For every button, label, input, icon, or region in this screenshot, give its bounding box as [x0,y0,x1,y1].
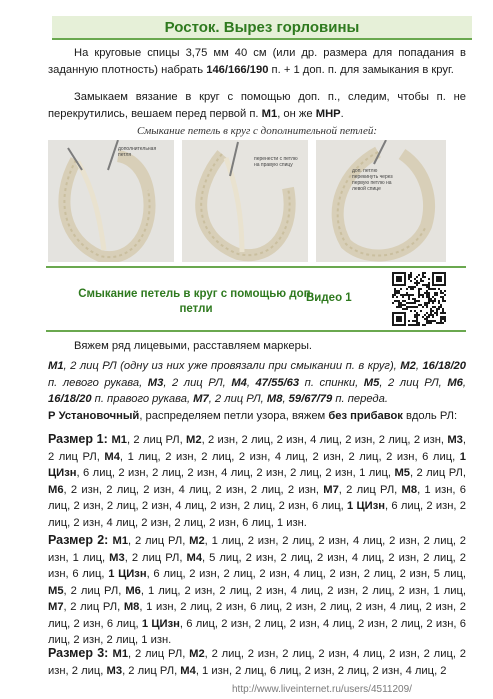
text-segment: , 2 лиц РЛ, [208,393,267,405]
text-segment: , 6 лиц, 2 изн, 2 лиц, 2 изн, 4 лиц, 2 изн, 2 лиц, 2 изн, 6 лиц, 2 изн, 2 лиц, 1 изн. [48,617,466,646]
qr-code-icon[interactable] [392,272,446,326]
size-2-instructions [48,532,466,649]
video-box [46,266,466,332]
photo-2-note: перенести с петлю на правую спицу [254,156,298,168]
text-segment: М5 [363,376,380,389]
setup-row-paragraph [48,408,466,425]
stitch-count: 146/166/190 [206,63,269,76]
text-segment: , 2 лиц РЛ, [409,467,466,479]
text-segment: , 1 лиц, 2 изн, 2 лиц, 2 изн, 4 лиц, 2 изн, 2 лиц, 2 изн, 6 лиц, [119,450,460,463]
photo-step-1 [48,140,174,262]
text-segment: п. переда. [332,393,388,405]
text-segment: , 2 лиц РЛ, [63,601,124,613]
text-segment: 16/18/20 [422,360,467,372]
text-segment: 1 ЦИзн [108,568,147,580]
text-segment: , 2 лиц РЛ, [163,376,232,389]
text-segment: 47/55/63 [255,376,300,389]
title-band [52,16,472,40]
text-segment: М5 [394,467,410,479]
text-segment: М1 [112,535,129,547]
text-segment: , 6 лиц, 2 изн, 2 лиц, 2 изн, 4 лиц, 2 изн, 2 лиц, 2 изн, 1 лиц, [76,467,395,479]
size-3-instructions [48,645,466,679]
text-segment: М1 [111,434,128,446]
text-segment: , распределяем петли узора, вяжем [139,410,329,422]
text-segment: , [415,360,423,372]
text-segment: , 6 лиц, 2 изн, 2 лиц, 2 изн, 4 лиц, 2 изн, 2 лиц, 2 изн, 6 лиц, 1 изн. [48,500,466,529]
text-segment: , 2 лиц РЛ, [63,584,126,597]
text-segment: М7 [48,601,64,613]
text-segment: , 1 изн, 2 лиц, 6 лиц, 2 изн, 2 лиц, 2 изн, 4 лиц, 2 [195,664,447,677]
text-segment: , 2 лиц РЛ, [128,535,190,547]
photo-step-2 [182,140,308,262]
size-1-instructions [48,431,466,531]
text-segment: М7 [323,483,339,496]
intro-text-end: п. + 1 доп. п. для замыкания в круг. [268,63,454,76]
text-segment: , 2 лиц РЛ, [338,483,402,496]
text-segment: М2 [186,434,202,446]
video-label: Смыкание петель в круг с помощью доп. петли [78,288,314,315]
text-segment: п. спинки, [299,376,364,389]
text-segment: 59/67/79 [288,393,333,405]
photo-step-3 [316,140,446,262]
text-segment: , 2 лиц РЛ, [124,551,187,564]
text-segment: , [282,393,289,405]
text-segment: , 2 изн, 2 лиц, 2 изн, 4 лиц, 2 изн, 2 лиц, 2 изн, [201,434,448,446]
text-segment: М3 [109,551,125,564]
photo-3-illustration [316,140,446,262]
text-segment: М8 [123,601,140,613]
text-segment: п. правого рукава, [91,393,194,405]
text-segment: М4 [186,551,203,564]
text-segment: , 1 лиц, 2 изн, 2 лиц, 2 изн, 4 лиц, 2 изн, 2 лиц, 2 изн, 1 лиц, [48,535,466,564]
text-segment: М4 [180,664,196,677]
video-number[interactable]: Видео 1 [306,292,352,304]
text-segment: М3 [106,664,123,677]
text-segment: , 1 изн, 6 лиц, 2 изн, 2 лиц, 2 изн, 4 лиц, 2 изн, 2 лиц, 2 изн, 6 лиц, [48,483,466,512]
text-segment: без прибавок [328,410,403,422]
text-segment: , 2 изн, 2 лиц, 2 изн, 4 лиц, 2 изн, 2 лиц, 2 изн, [63,483,324,496]
text-segment: , 2 лиц РЛ, [128,648,190,660]
marker-mnr: МНР [315,107,341,120]
photo-caption: Смыкание петель в круг с дополнительной петлей: [136,125,378,137]
text-segment: , 2 лиц РЛ, [379,376,448,389]
page-title: Росток. Вырез горловины [164,18,360,36]
text-segment: М4 [231,376,247,389]
text-segment: , [462,376,466,389]
intro-paragraph-1 [48,45,466,78]
text-segment: , 2 лиц РЛ, [127,434,187,446]
text-segment: М8 [401,483,418,496]
text-segment: 1 ЦИзн [141,617,180,630]
text-segment: Размер 2: [48,533,113,547]
row-note: Вяжем ряд лицевыми, расставляем маркеры. [74,340,313,352]
text-segment: , 2 лиц, 2 изн, 2 лиц, 2 изн, 4 лиц, 2 изн, 2 лиц, 2 изн, 2 лиц, [48,648,466,677]
text-segment: М7 [193,393,209,405]
text-segment: , 2 лиц РЛ (одну из них уже провязали при смыкании п. в круг), [63,360,401,372]
text-segment: , 2 лиц РЛ, [48,434,466,463]
intro-paragraph-2 [48,89,466,122]
text-segment: М5 [48,584,64,597]
text-segment: М1 [112,648,129,660]
text-segment: , 5 лиц, 2 изн, 2 лиц, 2 изн, 4 лиц, 2 изн, 2 лиц, 2 изн, 6 лиц, [48,551,466,580]
text-segment: М8 [266,393,283,405]
text-segment: п. левого рукава, [48,376,148,389]
text-segment: Размер 1: [48,432,112,446]
text-segment: Размер 3: [48,646,113,660]
text-segment: М2 [400,360,416,372]
text-segment: М1 [48,360,64,372]
text-segment: вдоль РЛ: [402,410,458,422]
text-segment: М6 [125,584,141,597]
text-segment: М6 [447,376,463,389]
markers-paragraph [48,358,466,408]
text-segment: 1 ЦИзн [347,500,386,512]
intro-text: На круговые спицы 3,75 мм 40 см (или др. размера для попадания в заданную плотность) набрать [48,47,466,76]
text-segment: М3 [147,376,164,389]
intro2-text: Замыкаем вязание в круг с помощью доп. п., следим, чтобы п. не перекрутились, вешаем перед первой п. [48,91,466,120]
text-segment: , 1 лиц, 2 изн, 2 лиц, 2 изн, 4 лиц, 2 изн, 2 лиц, 2 изн, 1 лиц, [140,584,466,597]
intro2-text-mid: , он же [277,107,316,120]
intro2-text-end: . [340,107,344,120]
text-segment: 16/18/20 [48,393,92,405]
text-segment: , 1 изн, 2 лиц, 2 изн, 6 лиц, 2 изн, 2 лиц, 2 изн, 4 лиц, 2 изн, 2 лиц, 2 изн, 6 лиц, [48,601,466,630]
photo-3-note: доп. петлю перекинуть через первую петлю на левой спице [352,168,393,192]
text-segment: 1 ЦИзн [48,450,467,479]
photo-1-note: дополнительная петля [118,146,157,158]
text-segment: М6 [48,483,64,496]
text-segment: , 6 лиц, 2 изн, 2 лиц, 2 изн, 4 лиц, 2 изн, 2 лиц, 2 изн, 5 лиц, [146,568,466,580]
text-segment: М2 [189,535,205,547]
text-segment: , 2 лиц РЛ, [122,664,181,677]
text-segment: , [246,376,256,389]
watermark-url: http://www.liveinternet.ru/users/4511209/ [232,684,412,695]
photo-1-illustration [48,140,174,262]
text-segment: М3 [447,434,463,446]
text-segment: Р Установочный [48,410,140,422]
text-segment: М4 [104,450,120,463]
marker-m1: М1 [261,107,278,120]
text-segment: М2 [189,648,205,660]
